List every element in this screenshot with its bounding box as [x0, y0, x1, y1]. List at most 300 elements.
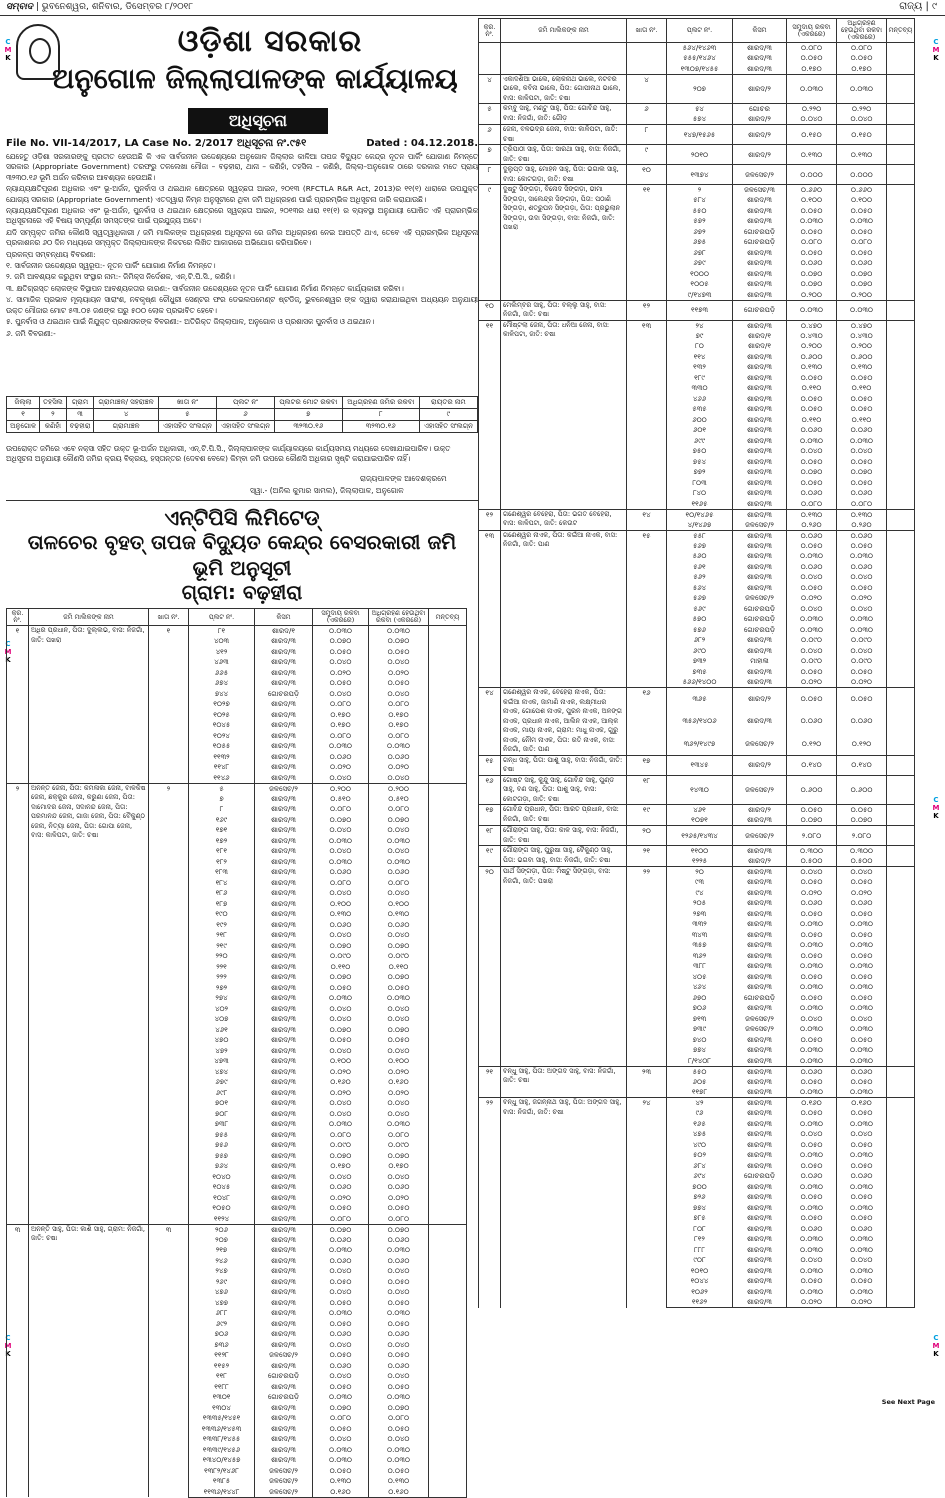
remarks-cell: [429, 1245, 467, 1256]
serial-cell: ୯: [479, 185, 501, 301]
kisam-cell: ଶାରଦ/୩: [255, 825, 313, 836]
total-area-cell: ୦.୦୫୦: [787, 877, 837, 888]
total-area-cell: ୦.୦୩୦: [313, 1392, 369, 1403]
total-area-cell: ୦.୦୭୦: [313, 941, 369, 952]
masthead-left: ସମ୍ବାଦ | ଭୁବନେଶ୍ୱର, ଶନିବାର, ଡିସେମ୍ବର ୮/୨୦୧୮: [6, 2, 194, 12]
plot-cell: ୩୮୮: [667, 961, 733, 972]
acquired-area-cell: ୦.୦୫୦: [369, 1382, 429, 1393]
total-area-cell: ୦.୬୦୦: [787, 352, 837, 363]
plot-cell: ୧୦୪୫: [189, 1182, 255, 1193]
remarks-cell: [429, 972, 467, 983]
remarks-cell: [887, 541, 915, 552]
kisam-cell: ଶାରଦ/୩: [733, 919, 787, 930]
kisam-cell: ଶାରଦ/୩: [733, 1266, 787, 1277]
kisam-cell: ଶାରଦ/୩: [733, 362, 787, 373]
kisam-cell: ଶାରଦ/୩: [255, 888, 313, 899]
total-area-cell: ୦.୦୮୦: [313, 731, 369, 742]
total-area-cell: ୦.୦୫୦: [787, 805, 837, 816]
plot-cell: ୨୧୯: [189, 941, 255, 952]
remarks-cell: [429, 1235, 467, 1246]
acquired-area-cell: ୦.୨୬୦: [837, 520, 887, 531]
body-paragraph: ନ୍ୟାଯ୍ୟକ୍ଷତିପୂରଣ ଅଧିକାର ଏବଂ ଭୂ-ଅର୍ଜନ, ପୁନର୍ବାସ ଓ ଥଇଥାନ କ୍ଷେତ୍ରରେ ସ୍ୱଚ୍ଛତା ଆଇନ, ୨୦୧୩ର ଧାରା ୧୧(୧) ର ବ୍ୟବସ୍ଥା ଅନୁଯାୟୀ ଘୋଷିତ ଏହି ପ୍ରାରମ୍ଭିକ ଅଧିସୂଚନାରେ ଏହି ବିଷୟ ସମ୍ପୂର୍ଣ୍ଣ ସମସ୍ତଙ୍କ ପାଇଁ ପ୍ରଯୁଜ୍ୟ ଅଟେ।: [6, 206, 478, 226]
kisam-cell: ଶାରଦ/୩: [733, 930, 787, 941]
kisam-cell: ଶାରଦ/୩: [733, 1077, 787, 1088]
remarks-cell: [887, 331, 915, 342]
acquired-area-cell: ୦.୧୫୦: [837, 125, 887, 145]
kisam-cell: ଶାରଦ/୩: [733, 1056, 787, 1067]
serial-cell: ୨: [7, 783, 29, 1224]
table-row: [479, 320, 915, 331]
kisam-cell: ଶାରଦ/୩: [733, 846, 787, 857]
table-row: [7, 626, 467, 637]
remarks-cell: [887, 373, 915, 384]
schedule-cell: ୩୨୩୦.୧୬: [275, 421, 343, 433]
plot-cell: ୧୮୩: [189, 867, 255, 878]
kisam-cell: ଜଳସେଚ/୨: [733, 593, 787, 604]
remarks-cell: [429, 1445, 467, 1456]
kisam-cell: ଗୋଚରପଡ଼ି: [733, 614, 787, 625]
total-area-cell: ୦.୦୪୦: [313, 825, 369, 836]
plot-cell: ୫୬୯: [667, 604, 733, 615]
total-area-cell: ୦.୦୨୦: [313, 1193, 369, 1204]
khata-cell: [627, 43, 667, 75]
plot-cell: ୬୯୮: [189, 1088, 255, 1099]
plot-cell: ୧୩୩୫/୧୪୫୧: [189, 1413, 255, 1424]
plot-cell: ୬୮୮: [189, 1308, 255, 1319]
total-area-cell: ୦.୦୪୦: [313, 888, 369, 899]
total-area-cell: ୦.୦୩୦: [787, 625, 837, 636]
total-area-cell: ୦.୨୨୦: [787, 104, 837, 115]
total-area-cell: ୦.୦୭୦: [787, 467, 837, 478]
remarks-cell: [429, 1319, 467, 1330]
plot-cell: ୩୫୬/୧୪୦୬: [667, 710, 733, 733]
remarks-cell: [429, 1298, 467, 1309]
total-area-cell: ୦.୦୫୦: [787, 373, 837, 384]
total-area-cell: ୦.୦୮୦: [313, 804, 369, 815]
kisam-cell: ଶାରଦ/୩: [733, 446, 787, 457]
total-area-cell: ୦.୩୦୦: [787, 846, 837, 857]
kisam-cell: ଶାରଦ/୩: [733, 216, 787, 227]
total-area-cell: ୦.୦୬୦: [313, 1329, 369, 1340]
acquired-area-cell: ୦.୦୩୦: [837, 1203, 887, 1214]
total-area-cell: ୦.୦୭୦: [313, 1025, 369, 1036]
kisam-cell: ଶାରଦ/୩: [733, 1245, 787, 1256]
kisam-cell: ଶାରଦ/୩: [733, 1045, 787, 1056]
total-area-cell: ୦.୦୯୦: [313, 951, 369, 962]
remarks-cell: [429, 1340, 467, 1351]
masthead: [0, 0, 945, 16]
cmk-mark: C M K: [932, 796, 940, 820]
acquired-area-cell: ୦.୦୫୦: [369, 1466, 429, 1477]
total-area-cell: ୦.୦୨୦: [787, 888, 837, 899]
total-area-cell: ୦.୫୧୦: [313, 794, 369, 805]
total-area-cell: ୦.୦୫୦: [313, 1203, 369, 1214]
acquired-area-cell: ୦.୧୭୦: [369, 720, 429, 731]
table-row: [479, 826, 915, 846]
acquired-area-cell: ୦.୦୫୦: [837, 1108, 887, 1119]
kisam-cell: ଶାରଦ/୩: [255, 668, 313, 679]
total-area-cell: ୦.୦୭୦: [313, 1224, 369, 1235]
kisam-cell: ଶାରଦ/୩: [733, 383, 787, 394]
acquired-area-cell: ୦.୦୪୦: [369, 930, 429, 941]
total-area-cell: ୦.୦୪୦: [313, 657, 369, 668]
remarks-cell: [887, 258, 915, 269]
table-row: [479, 755, 915, 775]
plot-cell: ୧୮୭: [189, 899, 255, 910]
plot-cell: ୭୩୮: [189, 1119, 255, 1130]
plot-cell: ୨୨୧: [189, 962, 255, 973]
table-header-cell: କ୍ର. ନଂ.: [7, 609, 29, 626]
divider: [6, 500, 478, 501]
remarks-cell: [429, 1193, 467, 1204]
plot-cell: ୫୩୫: [667, 404, 733, 415]
land-schedule-title: ଭୂମି ଅନୁସୂଚୀ: [192, 556, 292, 580]
plot-cell: ୮/୧୪୦୮: [667, 1056, 733, 1067]
plot-cell: ୧୯୨: [189, 920, 255, 931]
acquired-area-cell: ୦.୦୩୦: [369, 1445, 429, 1456]
total-area-cell: ୦.୦୮୦: [313, 1214, 369, 1225]
khata-cell: ୨୧: [627, 846, 667, 867]
khata-cell: ୧୮: [627, 775, 667, 805]
acquired-area-cell: ୦.୦୦୦: [837, 165, 887, 185]
plot-cell: ୧୧୦୦: [667, 846, 733, 857]
total-area-cell: ୦.୦୩୦: [787, 1087, 837, 1098]
acquired-area-cell: ୦.୦୩୦: [837, 982, 887, 993]
total-area-cell: ୦.୦୩୦: [787, 1003, 837, 1014]
plot-cell: ୧୮୨: [189, 857, 255, 868]
remarks-cell: [887, 1129, 915, 1140]
remarks-cell: [429, 1014, 467, 1025]
plot-cell: ୬୭୦: [667, 993, 733, 1004]
kisam-cell: ଶାରଦ/୩: [733, 373, 787, 384]
plot-cell: ୧୧୩୨: [189, 752, 255, 763]
remarks-cell: [429, 1413, 467, 1424]
plot-cell: ୨୬୯: [189, 1277, 255, 1288]
serial-cell: ୧: [7, 626, 29, 784]
khata-cell: ୧୨: [627, 300, 667, 320]
kisam-cell: ଶାରଦ/୩: [255, 1329, 313, 1340]
remarks-cell: [887, 237, 915, 248]
kisam-cell: ଶାରଦ/୩: [733, 1276, 787, 1287]
remarks-cell: [429, 1203, 467, 1214]
total-area-cell: ୦.୫୦୦: [787, 856, 837, 867]
kisam-cell: ଶାରଦ/୩: [733, 972, 787, 983]
plot-cell: ୭୫୦: [667, 446, 733, 457]
remarks-cell: [429, 962, 467, 973]
total-area-cell: ୦.୦୪୦: [313, 1109, 369, 1120]
acquired-area-cell: ୦.୦୫୦: [837, 1213, 887, 1224]
remarks-cell: [887, 1119, 915, 1130]
acquired-area-cell: ୦.୦୬୦: [837, 1171, 887, 1182]
acquired-area-cell: ୦.୦୬୦: [837, 530, 887, 541]
plot-cell: ୪୯୦: [667, 1140, 733, 1151]
kisam-cell: ଶାରଦ/୧: [255, 626, 313, 637]
plot-cell: ୪୭୫: [667, 1129, 733, 1140]
total-area-cell: ୦.୦୬୦: [787, 1066, 837, 1077]
acquired-area-cell: ୦.୦୪୦: [369, 1014, 429, 1025]
acquired-area-cell: ୦.୦୪୦: [369, 1371, 429, 1382]
file-number: File No. VII-14/2017, LA Case No. 2/2017 ଅଧିସୂଚନା ନଂ.୯୫୧ Dated : 04.12.2018.: [6, 138, 478, 149]
plot-cell: ୬୯୨: [189, 1319, 255, 1330]
schedule-header-cell: ତହସିଲ: [40, 397, 67, 409]
total-area-cell: ୦.୦୮୦: [787, 499, 837, 510]
plot-cell: ୫୬୭: [667, 593, 733, 604]
plot-cell: ୮୧୨: [667, 1234, 733, 1245]
acquired-area-cell: ୦.୦୬୦: [837, 562, 887, 573]
remarks-cell: [429, 857, 467, 868]
remarks-cell: [429, 815, 467, 826]
acquired-area-cell: ୦.୦୮୦: [369, 1413, 429, 1424]
remarks-cell: [887, 1024, 915, 1035]
total-area-cell: ୦.୦୩୦: [787, 1287, 837, 1298]
plot-cell: ୧୦୨୪: [189, 731, 255, 742]
acquired-area-cell: ୦.୬୬୦: [837, 185, 887, 196]
cmk-mark: C M K: [932, 38, 940, 62]
kisam-cell: ଶାରଦ/୩: [255, 720, 313, 731]
total-area-cell: ୦.୦୯୦: [787, 656, 837, 667]
table-row: [479, 43, 915, 54]
total-area-cell: ୦.୦୫୦: [313, 1298, 369, 1309]
kisam-cell: ଶାରଦ/୩: [733, 1035, 787, 1046]
schedule-header-cell: ଗ୍ରାମ: [66, 397, 94, 409]
footer-note: ଉପରୋକ୍ତ ଜମିରେ ଏବେ ନକ୍ସା ସହିତ ଉକ୍ତ ଭୂ-ଅର୍ଜନ ଅଧିକାରୀ, ଏନ୍.ଟି.ପି.ସି., ଜିଲ୍ଲାପାଳଙ୍କ କାର୍ଯ୍ୟାଳୟରେ କାର୍ଯ୍ୟସମୟ ମଧ୍ୟରେ ଦେଖାଯାଇପାରିବ। ଉକ୍ତ ଅଧିସୂଚନା ଅନୁଯାୟୀ କୌଣସି ଜମିର କ୍ରୟ ବିକ୍ରୟ, ହସ୍ତାନ୍ତର (ଦେବଶ ବେଳେ) କିମ୍ବା ଜମି ଉପରେ କୌଣସି ଅଧିକାର ସୃଷ୍ଟି କରାଯାଇପାରିବ ନାହିଁ।: [6, 444, 451, 463]
kisam-cell: ଶାରଦ/୩: [733, 415, 787, 426]
plot-cell: ୭୫୭: [189, 1151, 255, 1162]
acquired-area-cell: ୦.୦୫୦: [837, 951, 887, 962]
plot-cell: ୨୪: [667, 320, 733, 331]
remarks-cell: [887, 982, 915, 993]
plot-cell: ୪୭୨: [189, 1046, 255, 1057]
kisam-cell: ଶାରଦ/୨: [733, 145, 787, 165]
remarks-cell: [887, 775, 915, 805]
remarks-cell: [429, 983, 467, 994]
owner-cell: ଗନ୍ଧ ସାହୁ, ପିତା: ପାଶୁ ସାହୁ, ବାସ: ନିଜଗାଁ, ଜାତି: ଚଷା: [501, 755, 627, 775]
acquired-area-cell: ୦.୦୩୦: [837, 551, 887, 562]
total-area-cell: ୦.୧୦୦: [787, 195, 837, 206]
remarks-cell: [429, 710, 467, 721]
acquired-area-cell: ୦.୦୯୦: [369, 1140, 429, 1151]
kisam-cell: ଶାରଦ/୩: [255, 1403, 313, 1414]
total-area-cell: ୦.୦୩୦: [313, 857, 369, 868]
kisam-cell: ଶାରଦ/୩: [733, 635, 787, 646]
remarks-cell: [887, 467, 915, 478]
acquired-area-cell: ୦.୦୪୦: [369, 846, 429, 857]
acquired-area-cell: ୦.୦୩୦: [837, 1182, 887, 1193]
kisam-cell: ଶାରଦ/୩: [255, 636, 313, 647]
plot-cell: ୨୦୫: [667, 898, 733, 909]
table-row: [479, 1066, 915, 1077]
total-area-cell: ୦.୦୫୦: [313, 1277, 369, 1288]
remarks-cell: [887, 1266, 915, 1277]
acquired-area-cell: ୦.୦୩୦: [369, 741, 429, 752]
remarks-cell: [429, 993, 467, 1004]
plot-cell: ୧୩୪୦/୧୪୫୭: [189, 1455, 255, 1466]
serial-cell: ୫: [479, 104, 501, 125]
total-area-cell: ୦.୦୭୦: [787, 279, 837, 290]
acquired-area-cell: ୦.୧୪୦: [837, 755, 887, 775]
remarks-cell: [887, 165, 915, 185]
kisam-cell: ଶାରଦ/୨: [733, 856, 787, 867]
plot-cell: ୭୧୩: [667, 1014, 733, 1025]
acquired-area-cell: ୦.୦୬୦: [837, 1224, 887, 1235]
plot-cell: ୮୦୩: [667, 478, 733, 489]
acquired-area-cell: ୦.୦୪୦: [369, 1172, 429, 1183]
total-area-cell: ୦.୦୪୦: [313, 1266, 369, 1277]
remarks-cell: [887, 195, 915, 206]
total-area-cell: ୦.୦୭୦: [787, 815, 837, 826]
total-area-cell: ୦.୦୬୦: [313, 1361, 369, 1372]
kisam-cell: ଜଳସେଚ/୨: [733, 733, 787, 756]
total-area-cell: ୦.୦୫୦: [787, 394, 837, 405]
kisam-cell: ଶାରଦ/୩: [255, 972, 313, 983]
body-paragraph: ଯଦି ସମ୍ପୃକ୍ତ ଜମିର କୌଣସି ସ୍ୱତ୍ୱାଧିକାରୀ / ଜମି ମାଲିକଙ୍କ ଅଧିଗ୍ରହଣ ଅଧିସୂଚନା ରେ ଜମିର ଅଧିଗ୍ରହଣ ନେଇ ଆପତ୍ତି ଥାଏ, ତେବେ ଏହି ପ୍ରାରମ୍ଭିକ ଅଧିସୂଚନା ପ୍ରକାଶନର ୬୦ ଦିନ ମଧ୍ୟରେ ସମ୍ପୃକ୍ତ ଜିଲ୍ଲାପାଳଙ୍କ ନିକଟରେ ଲିଖିତ ଆକାରରେ ଅଭିଯୋଗ କରିପାରିବେ।: [6, 227, 478, 248]
acquired-area-cell: ୦.୧୩୦: [837, 145, 887, 165]
remarks-cell: [887, 856, 915, 867]
total-area-cell: ୨.୦୮୦: [787, 826, 837, 846]
plot-cell: ୭୩୯: [667, 1024, 733, 1035]
remarks-cell: [887, 993, 915, 1004]
acquired-area-cell: ୦.୦୫୦: [837, 805, 887, 816]
kisam-cell: ଶାରଦ/୨: [733, 125, 787, 145]
remarks-cell: [429, 1455, 467, 1466]
remarks-cell: [429, 825, 467, 836]
total-area-cell: ୦.୦୬୦: [313, 920, 369, 931]
table-header-cell: ପ୍ଲଟ ନଂ.: [667, 19, 733, 43]
acquired-area-cell: ୦.୦୩୦: [837, 1245, 887, 1256]
kisam-cell: ଶାରଦ/୩: [255, 1172, 313, 1183]
total-area-cell: ୦.୦୮୦: [313, 1130, 369, 1141]
plot-cell: ୧୨୨୫: [667, 856, 733, 867]
acquired-area-cell: ୦.୦୪୦: [837, 114, 887, 125]
plot-cell: ୯୬: [667, 1108, 733, 1119]
plot-cell: ୩୬୫: [667, 688, 733, 711]
table-header-cell: ପ୍ଲଟ ନଂ.: [189, 609, 255, 626]
acquired-area-cell: ୦.୦୬୦: [369, 920, 429, 931]
remarks-cell: [887, 216, 915, 227]
kisam-cell: ଗୋଚରପଡ଼ି: [733, 604, 787, 615]
total-area-cell: ୦.୦୫୦: [313, 983, 369, 994]
owner-cell: ଜେନା, ବଳଭଦ୍ର ଜେନା, ବାସ: କାଳିପଟା, ଜାତି: ଚଷା: [501, 125, 627, 145]
acquired-area-cell: ୦.୦୬୦: [369, 752, 429, 763]
remarks-cell: [429, 951, 467, 962]
khata-cell: ୧୩: [627, 320, 667, 509]
remarks-cell: [887, 1213, 915, 1224]
remarks-cell: [429, 636, 467, 647]
kisam-cell: ଶାରଦ/୩: [733, 1087, 787, 1098]
total-area-cell: ୦.୦୩୦: [787, 919, 837, 930]
schedule-table: [6, 396, 478, 433]
schedule-number-cell: ୬: [216, 409, 274, 421]
kisam-cell: ଶାରଦ/୩: [733, 290, 787, 301]
plot-cell: ୪୧୨: [189, 647, 255, 658]
total-area-cell: ୦.୦୬୦: [313, 1182, 369, 1193]
remarks-cell: [887, 677, 915, 688]
acquired-area-cell: ୦.୦୫୦: [837, 1140, 887, 1151]
plot-cell: ୧୭୨: [189, 836, 255, 847]
acquired-area-cell: ୦.୦୬୦: [369, 1235, 429, 1246]
total-area-cell: ୦.୦୮୦: [313, 878, 369, 889]
kisam-cell: ଶାରଦ/୩: [733, 867, 787, 878]
total-area-cell: ୦.୦୩୦: [787, 1119, 837, 1130]
office-title: ଅନୁଗୋଳ ଜିଲ୍ଲାପାଳଙ୍କ କାର୍ଯ୍ୟାଳୟ: [52, 62, 458, 95]
acquired-area-cell: ୦.୦୬୦: [837, 258, 887, 269]
kisam-cell: ଶାରଦ/୩: [733, 583, 787, 594]
acquired-area-cell: ୦.୩୦୦: [837, 846, 887, 857]
remarks-cell: [429, 920, 467, 931]
plot-cell: ୧୧୩୬/୧୪୪୮: [189, 1487, 255, 1498]
kisam-cell: ଶାରଦ/୧: [733, 331, 787, 342]
kisam-cell: ଶାରଦ/୩: [255, 1098, 313, 1109]
acquired-area-cell: ୦.୦୩୦: [369, 993, 429, 1004]
acquired-area-cell: ୦.୪୩୦: [837, 331, 887, 342]
acquired-area-cell: ୦.୦୪୦: [369, 825, 429, 836]
plot-cell: ୩୩୨: [667, 919, 733, 930]
acquired-area-cell: ୦.୦୬୦: [837, 898, 887, 909]
total-area-cell: ୦.୦୫୦: [787, 583, 837, 594]
serial-cell: ୨୦: [479, 867, 501, 1067]
plot-cell: ୧୦୫୦: [189, 1203, 255, 1214]
acquired-area-cell: ୦.୦୫୦: [837, 993, 887, 1004]
kisam-cell: ଶାରଦ/୩: [255, 1287, 313, 1298]
total-area-cell: ୦.୦୫୦: [313, 647, 369, 658]
kisam-cell: ଶାରଦ/୩: [255, 1434, 313, 1445]
plot-cell: ୧୧୬୫: [667, 499, 733, 510]
plot-cell: ୨୦୧୦: [667, 145, 733, 165]
kisam-cell: ଶାରଦ/୩: [255, 815, 313, 826]
total-area-cell: ୦.୦୫୦: [787, 227, 837, 238]
acquired-area-cell: ୦.୦୨୦: [369, 1193, 429, 1204]
kisam-cell: ଶାରଦ/୩: [255, 909, 313, 920]
total-area-cell: ୦.୦୫୦: [787, 1276, 837, 1287]
kisam-cell: ଶାରଦ/୩: [255, 993, 313, 1004]
plot-cell: ୪୭୪: [189, 1067, 255, 1078]
total-area-cell: ୦.୦୭୦: [313, 1403, 369, 1414]
total-area-cell: ୦.୦୩୦: [787, 1150, 837, 1161]
owner-cell: ବନ୍ଧୁ ସାହୁ, ପିତା: ଅଙ୍ଗଦ ସାହୁ, ବାସ: ନିଜଗାଁ, ଜାତି: ଚଷା: [501, 1066, 627, 1098]
kisam-cell: ଶାରଦ/୩: [255, 773, 313, 784]
schedule-cell: କଣିହାଁ: [40, 421, 67, 433]
acquired-area-cell: ୦.୦୬୦: [369, 867, 429, 878]
acquired-area-cell: ୦.୦୬୦: [369, 1361, 429, 1372]
plot-cell: ୨୦: [667, 867, 733, 878]
total-area-cell: ୦.୦୦୦: [787, 165, 837, 185]
table-row: [479, 185, 915, 196]
plot-cell: ୭: [189, 794, 255, 805]
total-area-cell: ୦.୦୩୦: [787, 1203, 837, 1214]
kisam-cell: ଶାରଦ/୩: [255, 1067, 313, 1078]
total-area-cell: ୦.୦୫୦: [787, 1161, 837, 1172]
serial-cell: ୧୫: [479, 755, 501, 775]
remarks-cell: [887, 362, 915, 373]
plot-cell: ୬୭୨: [667, 227, 733, 238]
plot-cell: ୪୦୩: [189, 636, 255, 647]
kisam-cell: ଶାରଦ/୩: [733, 646, 787, 657]
total-area-cell: ୦.୦୩୦: [787, 1245, 837, 1256]
plot-cell: ୭୮୫: [667, 1213, 733, 1224]
table-header-cell: କ୍ର. ନଂ.: [479, 19, 501, 43]
khata-cell: ୧୭: [627, 755, 667, 775]
acquired-area-cell: ୦.୧୦୦: [837, 195, 887, 206]
plot-cell: ୫୬୦: [667, 551, 733, 562]
plot-cell: ୭୨୬: [667, 1192, 733, 1203]
acquired-area-cell: ୦.୦୪୦: [369, 1434, 429, 1445]
plot-cell: ୧୩୦୧: [189, 1392, 255, 1403]
acquired-area-cell: ୦.୦୨୦: [369, 668, 429, 679]
plot-cell: ୭୦୬: [189, 1329, 255, 1340]
total-area-cell: ୦.୦୪୦: [787, 114, 837, 125]
table-header-cell: କିସମ: [733, 19, 787, 43]
total-area-cell: ୦.୦୫୦: [787, 457, 837, 468]
